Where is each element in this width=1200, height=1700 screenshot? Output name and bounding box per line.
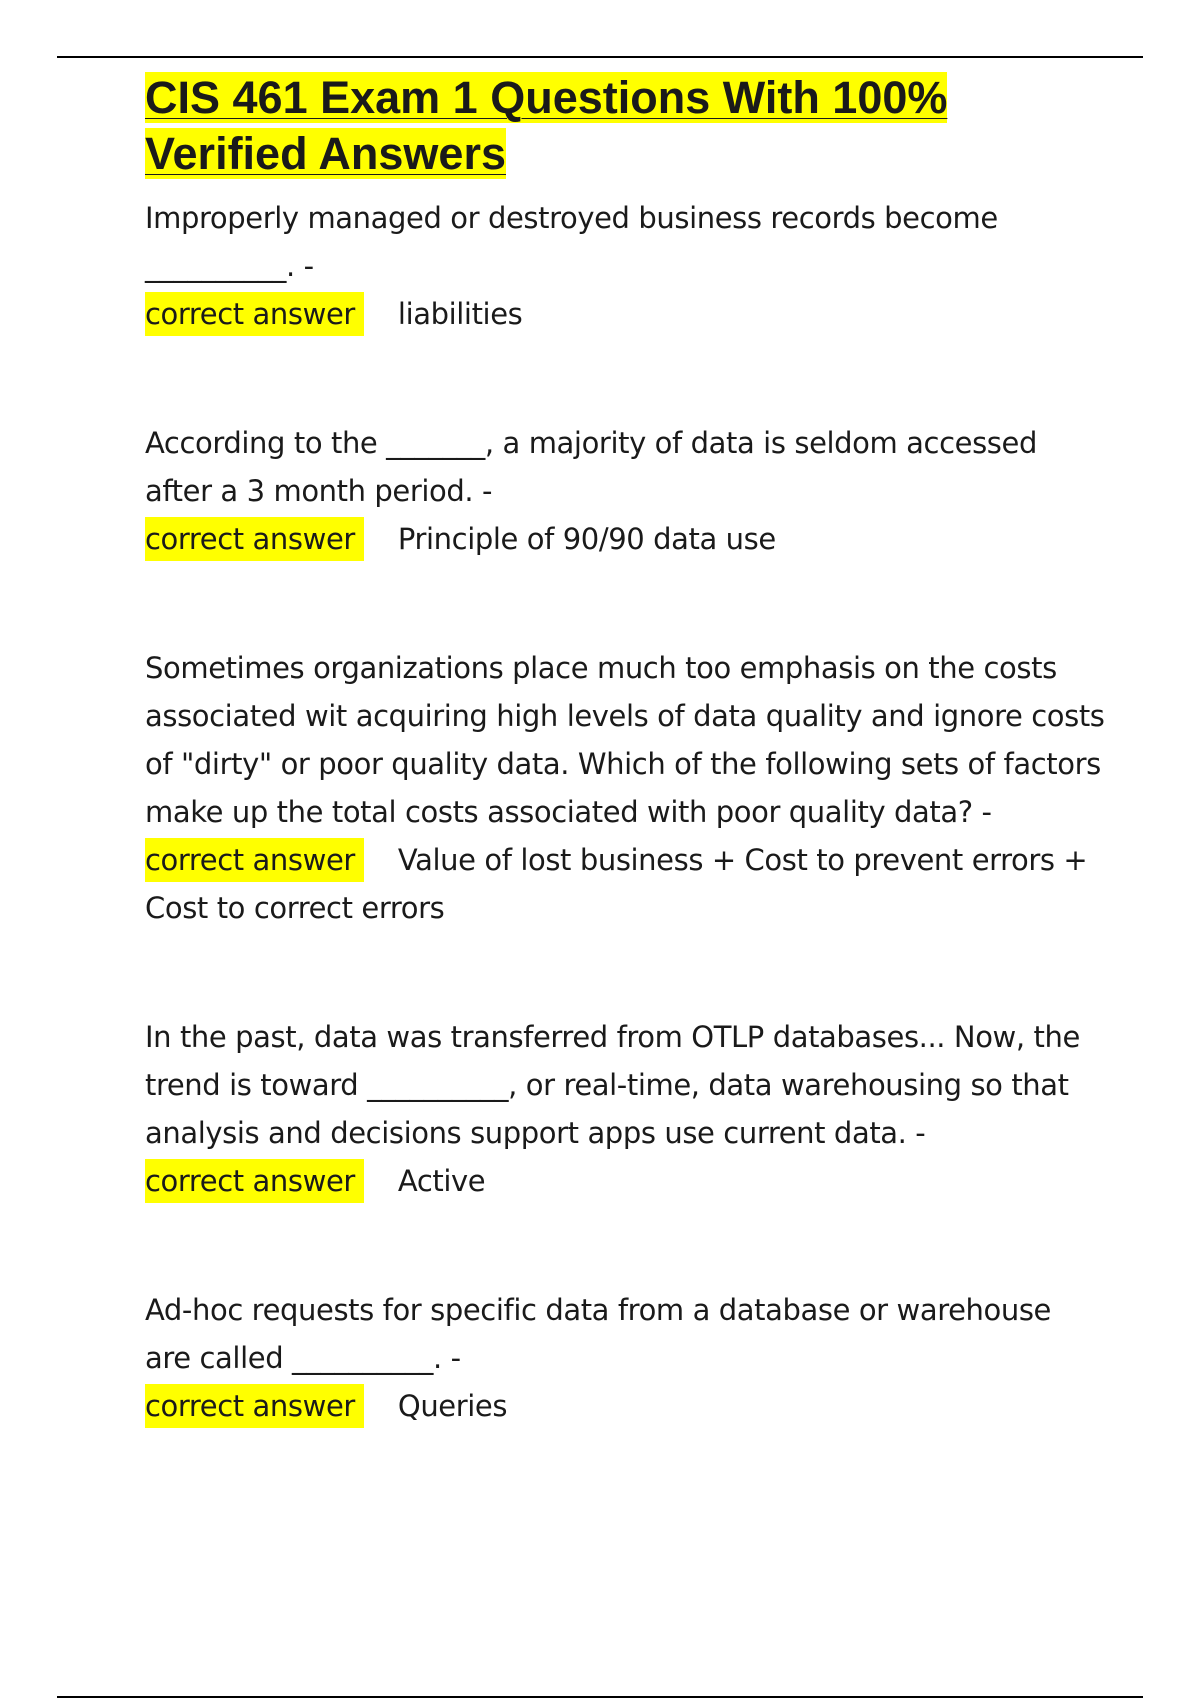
question-2: According to the _______, a majority of data is seldom accessed after a 3 month period. -: [145, 426, 1037, 508]
correct-answer-label: correct answer: [145, 1384, 364, 1428]
qa-item-3: [145, 644, 1105, 932]
qa-item-2: [145, 419, 1105, 563]
qa-item-4: [145, 1013, 1105, 1205]
correct-answer-label: correct answer: [145, 1159, 364, 1203]
correct-answer-label: correct answer: [145, 517, 364, 561]
answer-line-4: [145, 1157, 1105, 1205]
answer-3: Value of lost business + Cost to prevent errors + Cost to correct errors: [145, 843, 1088, 925]
answer-line-1: [145, 290, 1105, 338]
bottom-rule: [57, 1696, 1143, 1698]
answer-line-2: [145, 515, 1105, 563]
answer-1: liabilities: [397, 297, 523, 331]
question-4: In the past, data was transferred from OTLP databases... Now, the trend is toward __________, or real-time, data warehousing so that analysis and decisions support apps use current data. -: [145, 1020, 1080, 1150]
top-rule: [57, 56, 1143, 58]
question-3: Sometimes organizations place much too emphasis on the costs associated wit acquiring high levels of data quality and ignore costs of "dirty" or poor quality data. Which of the following sets of factors make up the total costs associated with poor quality data? -: [145, 651, 1105, 829]
answer-line-5: [145, 1382, 1105, 1430]
document-title: CIS 461 Exam 1 Questions With 100% Verified Answers: [145, 72, 948, 179]
qa-item-5: [145, 1286, 1105, 1430]
qa-item-1: [145, 194, 1105, 338]
answer-line-3: [145, 836, 1105, 932]
answer-4: Active: [397, 1164, 486, 1198]
question-1: Improperly managed or destroyed business records become __________. -: [145, 201, 998, 283]
question-5: Ad-hoc requests for specific data from a database or warehouse are called __________. -: [145, 1293, 1051, 1375]
correct-answer-label: correct answer: [145, 292, 364, 336]
document-body: [145, 70, 1105, 1430]
answer-5: Queries: [397, 1389, 508, 1423]
answer-2: Principle of 90/90 data use: [397, 522, 776, 556]
correct-answer-label: correct answer: [145, 838, 364, 882]
